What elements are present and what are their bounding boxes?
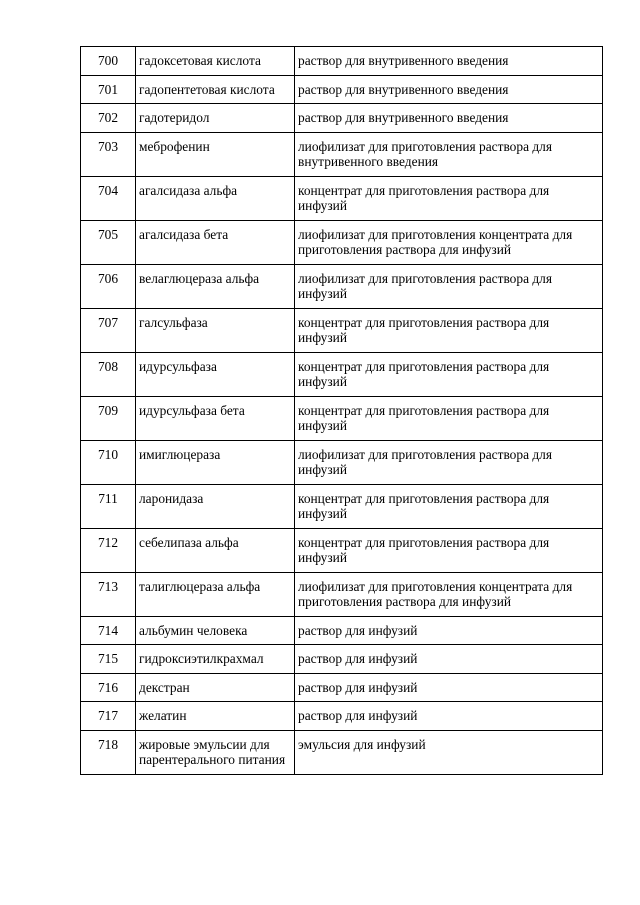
dosage-form-cell: лиофилизат для приготовления раствора для инфузий	[295, 264, 603, 308]
row-number-cell: 711	[81, 484, 136, 528]
row-number-cell: 703	[81, 132, 136, 176]
table-row	[81, 176, 603, 220]
dosage-form-cell: эмульсия для инфузий	[295, 730, 603, 774]
table-row	[81, 616, 603, 645]
table-row	[81, 572, 603, 616]
row-number-cell: 707	[81, 308, 136, 352]
dosage-form-cell: раствор для внутривенного введения	[295, 75, 603, 104]
dosage-form-cell: раствор для внутривенного введения	[295, 47, 603, 76]
drug-name-cell: себелипаза альфа	[136, 528, 295, 572]
table-row	[81, 264, 603, 308]
row-number-cell: 714	[81, 616, 136, 645]
table-row	[81, 75, 603, 104]
dosage-form-cell: раствор для инфузий	[295, 702, 603, 731]
table-row	[81, 308, 603, 352]
dosage-form-cell: лиофилизат для приготовления концентрата для приготовления раствора для инфузий	[295, 572, 603, 616]
drug-name-cell: желатин	[136, 702, 295, 731]
drug-name-cell: гидроксиэтилкрахмал	[136, 645, 295, 674]
drug-name-cell: агалсидаза альфа	[136, 176, 295, 220]
table-row	[81, 440, 603, 484]
drug-name-cell: жировые эмульсии для парентерального питания	[136, 730, 295, 774]
row-number-cell: 713	[81, 572, 136, 616]
row-number-cell: 708	[81, 352, 136, 396]
table-row	[81, 220, 603, 264]
table-row	[81, 352, 603, 396]
drug-name-cell: идурсульфаза	[136, 352, 295, 396]
table-row	[81, 396, 603, 440]
dosage-form-cell: концентрат для приготовления раствора для инфузий	[295, 528, 603, 572]
dosage-form-cell: раствор для инфузий	[295, 645, 603, 674]
row-number-cell: 715	[81, 645, 136, 674]
drug-name-cell: идурсульфаза бета	[136, 396, 295, 440]
row-number-cell: 702	[81, 104, 136, 133]
drug-table	[80, 46, 603, 775]
row-number-cell: 701	[81, 75, 136, 104]
drug-name-cell: талиглюцераза альфа	[136, 572, 295, 616]
table-row	[81, 673, 603, 702]
drug-name-cell: агалсидаза бета	[136, 220, 295, 264]
table-row	[81, 702, 603, 731]
table-row	[81, 528, 603, 572]
table-row	[81, 730, 603, 774]
dosage-form-cell: лиофилизат для приготовления раствора для внутривенного введения	[295, 132, 603, 176]
drug-name-cell: велаглюцераза альфа	[136, 264, 295, 308]
dosage-form-cell: раствор для инфузий	[295, 673, 603, 702]
table-row	[81, 132, 603, 176]
row-number-cell: 705	[81, 220, 136, 264]
drug-name-cell: меброфенин	[136, 132, 295, 176]
drug-name-cell: гадотеридол	[136, 104, 295, 133]
row-number-cell: 704	[81, 176, 136, 220]
row-number-cell: 718	[81, 730, 136, 774]
drug-name-cell: альбумин человека	[136, 616, 295, 645]
drug-name-cell: имиглюцераза	[136, 440, 295, 484]
dosage-form-cell: концентрат для приготовления раствора для инфузий	[295, 484, 603, 528]
dosage-form-cell: концентрат для приготовления раствора для инфузий	[295, 352, 603, 396]
row-number-cell: 717	[81, 702, 136, 731]
dosage-form-cell: лиофилизат для приготовления раствора для инфузий	[295, 440, 603, 484]
drug-name-cell: декстран	[136, 673, 295, 702]
row-number-cell: 700	[81, 47, 136, 76]
dosage-form-cell: концентрат для приготовления раствора для инфузий	[295, 396, 603, 440]
row-number-cell: 716	[81, 673, 136, 702]
drug-name-cell: ларонидаза	[136, 484, 295, 528]
drug-name-cell: гадопентетовая кислота	[136, 75, 295, 104]
table-row	[81, 104, 603, 133]
table-row	[81, 645, 603, 674]
drug-name-cell: гадоксетовая кислота	[136, 47, 295, 76]
dosage-form-cell: раствор для инфузий	[295, 616, 603, 645]
dosage-form-cell: концентрат для приготовления раствора для инфузий	[295, 176, 603, 220]
table-row	[81, 47, 603, 76]
dosage-form-cell: лиофилизат для приготовления концентрата для приготовления раствора для инфузий	[295, 220, 603, 264]
row-number-cell: 709	[81, 396, 136, 440]
row-number-cell: 710	[81, 440, 136, 484]
row-number-cell: 706	[81, 264, 136, 308]
dosage-form-cell: раствор для внутривенного введения	[295, 104, 603, 133]
drug-table-body	[81, 47, 603, 775]
dosage-form-cell: концентрат для приготовления раствора для инфузий	[295, 308, 603, 352]
row-number-cell: 712	[81, 528, 136, 572]
table-row	[81, 484, 603, 528]
drug-name-cell: галсульфаза	[136, 308, 295, 352]
